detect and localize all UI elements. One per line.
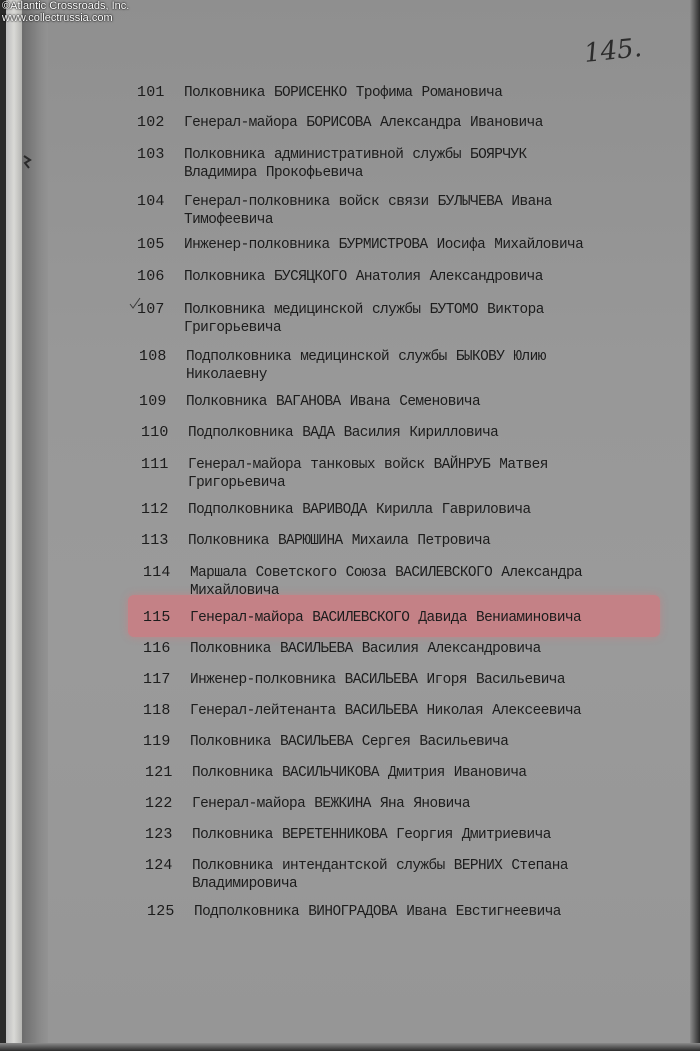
- entry-number: 123: [145, 826, 173, 843]
- entry-text: Генерал-майора ВЕЖКИНА Яна Яновича: [192, 796, 470, 812]
- entry-number: 111: [141, 456, 169, 473]
- entry-number: 112: [141, 501, 169, 518]
- watermark-line-1: ©Atlantic Crossroads, Inc.: [2, 0, 130, 12]
- entry-number: 104: [137, 193, 165, 210]
- entry-text: Полковника БУСЯЦКОГО Анатолия Александровича: [184, 269, 543, 285]
- entry-text: Подполковника медицинской службы БЫКОВУ Юлию Николаевну: [186, 349, 546, 383]
- entry-number: 124: [145, 857, 173, 874]
- entry-text: Полковника медицинской службы БУТОМО Виктора Григорьевича: [184, 302, 544, 336]
- entry-number: 109: [139, 393, 167, 410]
- list-item: [0, 146, 690, 186]
- entry-text: Полковника административной службы БОЯРЧУК Владимира Прокофьевича: [184, 147, 527, 181]
- entry-number: 113: [141, 532, 169, 549]
- entry-text: Подполковника ВАДА Василия Кирилловича: [188, 425, 499, 441]
- entry-text: Инженер-полковника ВАСИЛЬЕВА Игоря Васильевича: [190, 672, 565, 688]
- entry-text: Полковника интендантской службы ВЕРНИХ Степана Владимировича: [192, 858, 568, 892]
- list-item: [0, 903, 690, 943]
- entry-text: Подполковника ВАРИВОДА Кирилла Гавриловича: [188, 502, 531, 518]
- entry-number: 102: [137, 114, 165, 131]
- entry-text: Генерал-майора ВАСИЛЕВСКОГО Давида Вениаминовича: [190, 610, 582, 626]
- entry-text: Полковника ВАСИЛЬЧИКОВА Дмитрия Ивановича: [192, 765, 527, 781]
- entry-text: Подполковника ВИНОГРАДОВА Ивана Евстигнеевича: [194, 904, 561, 920]
- list-item: [0, 456, 690, 496]
- list-item: [0, 193, 690, 233]
- entry-number: 107: [137, 301, 165, 318]
- entry-text: Полковника ВЕРЕТЕННИКОВА Георгия Дмитриевича: [192, 827, 551, 843]
- entry-number: 115: [143, 609, 171, 626]
- entry-number: 108: [139, 348, 167, 365]
- entry-number: 117: [143, 671, 171, 688]
- entry-number: 110: [141, 424, 169, 441]
- entry-text: Генерал-майора танковых войск ВАЙНРУБ Матвея Григорьевича: [188, 457, 548, 491]
- entry-text: Маршала Советского Союза ВАСИЛЕВСКОГО Александра Михайловича: [190, 565, 583, 599]
- entry-number: 125: [147, 903, 175, 920]
- entry-number: 121: [145, 764, 173, 781]
- entry-text: Полковника ВАСИЛЬЕВА Василия Александровича: [190, 641, 541, 657]
- entry-number: 106: [137, 268, 165, 285]
- list-item: [0, 857, 690, 897]
- entry-number: 116: [143, 640, 171, 657]
- entry-text: Полковника ВАГАНОВА Ивана Семеновича: [186, 394, 481, 410]
- entry-number: 118: [143, 702, 171, 719]
- entry-text: Инженер-полковника БУРМИСТРОВА Иосифа Михайловича: [184, 237, 584, 253]
- entry-text: Генерал-лейтенанта ВАСИЛЬЕВА Николая Алексеевича: [190, 703, 582, 719]
- entry-text: Генерал-майора БОРИСОВА Александра Ивановича: [184, 115, 543, 131]
- watermark-line-2: www.collectrussia.com: [2, 12, 113, 24]
- entry-text: Генерал-полковника войск связи БУЛЫЧЕВА Ивана Тимофеевича: [184, 194, 552, 228]
- entry-text: Полковника ВАРЮШИНА Михаила Петровича: [188, 533, 491, 549]
- list-item: [0, 564, 690, 604]
- entry-text: Полковника ВАСИЛЬЕВА Сергея Васильевича: [190, 734, 509, 750]
- entry-number: 105: [137, 236, 165, 253]
- entry-number: 103: [137, 146, 165, 163]
- entry-number: 101: [137, 84, 165, 101]
- list-item: [0, 301, 690, 341]
- entry-number: 119: [143, 733, 171, 750]
- entry-text: Полковника БОРИСЕНКО Трофима Романовича: [184, 85, 503, 101]
- entry-number: 114: [143, 564, 171, 581]
- entry-number: 122: [145, 795, 173, 812]
- list-item: [0, 348, 690, 388]
- handwritten-page-number: 145.: [582, 33, 644, 69]
